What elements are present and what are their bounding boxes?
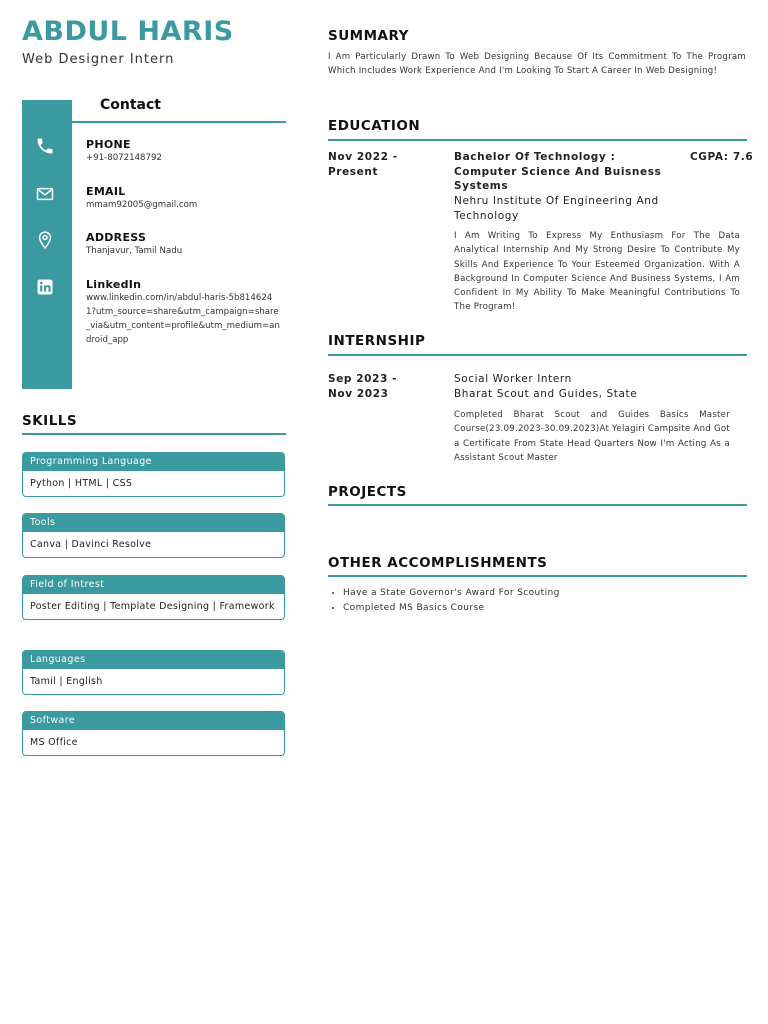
education-institute: Nehru Institute Of Engineering And Technology bbox=[454, 195, 659, 222]
skill-card-title: Tools bbox=[23, 514, 284, 532]
linkedin-label: LinkedIn bbox=[86, 278, 142, 291]
skill-card-title: Field of Intrest bbox=[23, 576, 284, 594]
skill-card-title: Programming Language bbox=[23, 453, 284, 471]
education-description: I Am Writing To Express My Enthusiasm For The Data Analytical Internship And My Strong Desire To Contribute My Skills And Experience To Your Esteemed Organization. With A Background In Computer Science And Business Systems, I Am Confident In My Ability To Make Meaningful Contributions To The Program! bbox=[454, 231, 740, 313]
skills-heading: SKILLS bbox=[22, 413, 78, 429]
skill-card-items: Poster Editing | Template Designing | Framework bbox=[30, 601, 275, 612]
internship-description: Completed Bharat Scout and Guides Basics Master Course(23.09.2023-30.09.2023)At Yelagiri Campsite And Got a Certificate From State Head Quarters Now I'm Acting As a Assistant Scout Master bbox=[454, 410, 730, 463]
summary-heading: SUMMARY bbox=[328, 28, 409, 44]
contact-divider bbox=[72, 121, 286, 123]
email-value[interactable]: mmam92005@gmail.com bbox=[86, 200, 198, 210]
education-divider bbox=[328, 139, 747, 141]
phone-icon bbox=[35, 136, 55, 156]
envelope-icon bbox=[35, 184, 55, 204]
internship-date: Sep 2023 - Nov 2023 bbox=[328, 373, 398, 400]
skill-card-tools bbox=[22, 513, 285, 558]
linkedin-icon bbox=[35, 277, 55, 297]
skill-card-title: Software bbox=[23, 712, 284, 730]
summary-text: I Am Particularly Drawn To Web Designing Because Of Its Commitment To The Program Which Includes Work Experience And I'm Looking To Start A Career In Web Designing! bbox=[328, 52, 746, 77]
skill-card-programming bbox=[22, 452, 285, 497]
education-heading: EDUCATION bbox=[328, 118, 421, 134]
skill-card-field-of-interest bbox=[22, 575, 285, 620]
phone-value[interactable]: +91-8072148792 bbox=[86, 153, 162, 163]
skills-divider bbox=[22, 433, 286, 435]
projects-divider bbox=[328, 504, 747, 506]
candidate-role: Web Designer Intern bbox=[22, 52, 175, 67]
accomplishments-divider bbox=[328, 575, 747, 577]
internship-organization: Bharat Scout and Guides, State bbox=[454, 388, 638, 400]
education-cgpa: CGPA: 7.6 bbox=[690, 151, 754, 163]
address-label: ADDRESS bbox=[86, 231, 147, 244]
skill-card-items: Canva | Davinci Resolve bbox=[30, 539, 152, 550]
candidate-name: ABDUL HARIS bbox=[22, 16, 234, 47]
skill-card-items: Tamil | English bbox=[30, 676, 103, 687]
skill-card-items: Python | HTML | CSS bbox=[30, 478, 133, 489]
internship-heading: INTERNSHIP bbox=[328, 333, 426, 349]
list-item: • Completed MS Basics Course bbox=[343, 601, 763, 616]
linkedin-url[interactable]: www.linkedin.com/in/abdul-haris-5b8146241?utm_source=share&utm_campaign=share_via&utm_content=profile&utm_medium=android_app bbox=[86, 293, 280, 345]
skill-card-title: Languages bbox=[23, 651, 284, 669]
contact-heading: Contact bbox=[100, 97, 161, 113]
education-date: Nov 2022 - Present bbox=[328, 151, 398, 178]
skill-card-items: MS Office bbox=[30, 737, 78, 748]
skill-card-software bbox=[22, 711, 285, 756]
phone-label: PHONE bbox=[86, 138, 131, 151]
location-pin-icon bbox=[35, 230, 55, 250]
list-item: • Have a State Governor's Award For Scouting bbox=[343, 586, 763, 601]
education-degree: Bachelor Of Technology : Computer Science And Buisness Systems bbox=[454, 151, 662, 192]
accomplishments-list bbox=[328, 586, 763, 616]
projects-heading: PROJECTS bbox=[328, 484, 407, 500]
skill-card-languages bbox=[22, 650, 285, 695]
email-label: EMAIL bbox=[86, 185, 126, 198]
internship-position: Social Worker Intern bbox=[454, 373, 572, 385]
internship-divider bbox=[328, 354, 747, 356]
address-value: Thanjavur, Tamil Nadu bbox=[86, 246, 183, 256]
accomplishments-heading: OTHER ACCOMPLISHMENTS bbox=[328, 555, 548, 571]
